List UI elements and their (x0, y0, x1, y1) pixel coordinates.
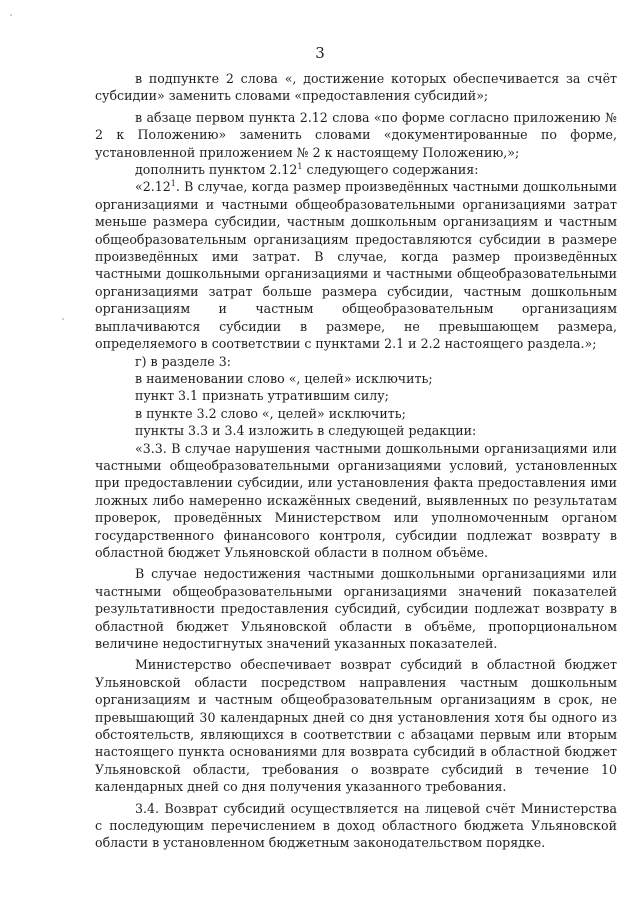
paragraph-section-3-heading: г) в разделе 3: (135, 353, 231, 369)
scan-speck (10, 14, 12, 16)
superscript: 1 (297, 161, 303, 171)
document-body (95, 70, 617, 852)
paragraph-3-1-repeal: пункт 3.1 признать утратившим силу; (135, 388, 389, 404)
page-number: 3 (315, 44, 325, 62)
paragraph-3-3-3-4-intro: пункты 3.3 и 3.4 изложить в следующей редакции: (135, 423, 477, 439)
paragraph-2-12-1-text (95, 178, 617, 352)
paragraph-subpoint-2-amendment: в подпункте 2 слова «, достижение которых обеспечивается за счёт субсидии» заменить словами «предоставления субсидий»; (95, 71, 617, 104)
superscript: 1 (170, 179, 176, 189)
paragraph-ministry-return: Министерство обеспечивает возврат субсидий в областной бюджет Ульяновской области посредством направления частным дошкольным организациям и частным общеобразовательным организациям в срок, не превышающий 30 календарных дней со дня установления хотя бы одного из обстоятельств, являющихся в соответствии с абзацами первым или вторым настоящего пункта основаниями для возврата субсидий в областной бюджет Ульяновской области, требования о возврате субсидий в течение 10 календарных дней со дня получения указанного требования. (95, 657, 617, 795)
paragraph-text: . В случае, когда размер произведённых частными дошкольными организациями и частными общеобразовательными организациями затрат меньше размера субсидии, частным дошкольным организациям и частным общеобразовательным организациям предоставляются субсидии в размере произведённых ими затрат. В случае, когда размер произведённых частными дошкольными организациями и частными общеобразовательными организациями затрат больше размера субсидии, частным дошкольным организациям и частным общеобразовательным организациям выплачиваются субсидии в размере, не превышающем размера, определяемого в соответствии с пунктами 2.1 и 2.2 настоящего раздела.»; (95, 179, 617, 352)
paragraph-text: дополнить пунктом 2.12 (135, 162, 298, 178)
paragraph-3-2-change: в пункте 3.2 слово «, целей» исключить; (135, 405, 406, 421)
paragraph-add-2-12-1 (95, 161, 617, 178)
paragraph-shortfall-return: В случае недостижения частными дошкольными организациями или частными общеобразовательными организациями значений показателей результативности предоставления субсидий, субсидии подлежат возврату в областной бюджет Ульяновской области в объёме, пропорциональном величине недостигнутых значений указанных показателей. (95, 566, 617, 651)
paragraph-text: «2.12 (135, 179, 171, 195)
paragraph-text: следующего содержания: (302, 162, 479, 178)
scan-speck (62, 318, 64, 320)
paragraph-2-12-amendment: в абзаце первом пункта 2.12 слова «по форме согласно приложению № 2 к Положению» заменить словами «документированные по форме, установленной приложением № 2 к настоящему Положению,»; (95, 109, 617, 160)
paragraph-section-3-title-change: в наименовании слово «, целей» исключить; (135, 370, 433, 386)
paragraph-3-3-text: «3.3. В случае нарушения частными дошкольными организациями или частными общеобразовательными организациями условий, установленных при предоставлении субсидии, или установления факта предоставления ими ложных либо намеренно искажённых сведений, выявленных по результатам проверок, проведённых Министерством или уполномоченным органом государственного финансового контроля, субсидии подлежат возврату в областной бюджет Ульяновской области в полном объёме. (95, 440, 617, 560)
paragraph-3-4-text: 3.4. Возврат субсидий осуществляется на лицевой счёт Министерства с последующим перечислением в доход областного бюджета Ульяновской области в установленном бюджетным законодательством порядке. (95, 800, 617, 851)
